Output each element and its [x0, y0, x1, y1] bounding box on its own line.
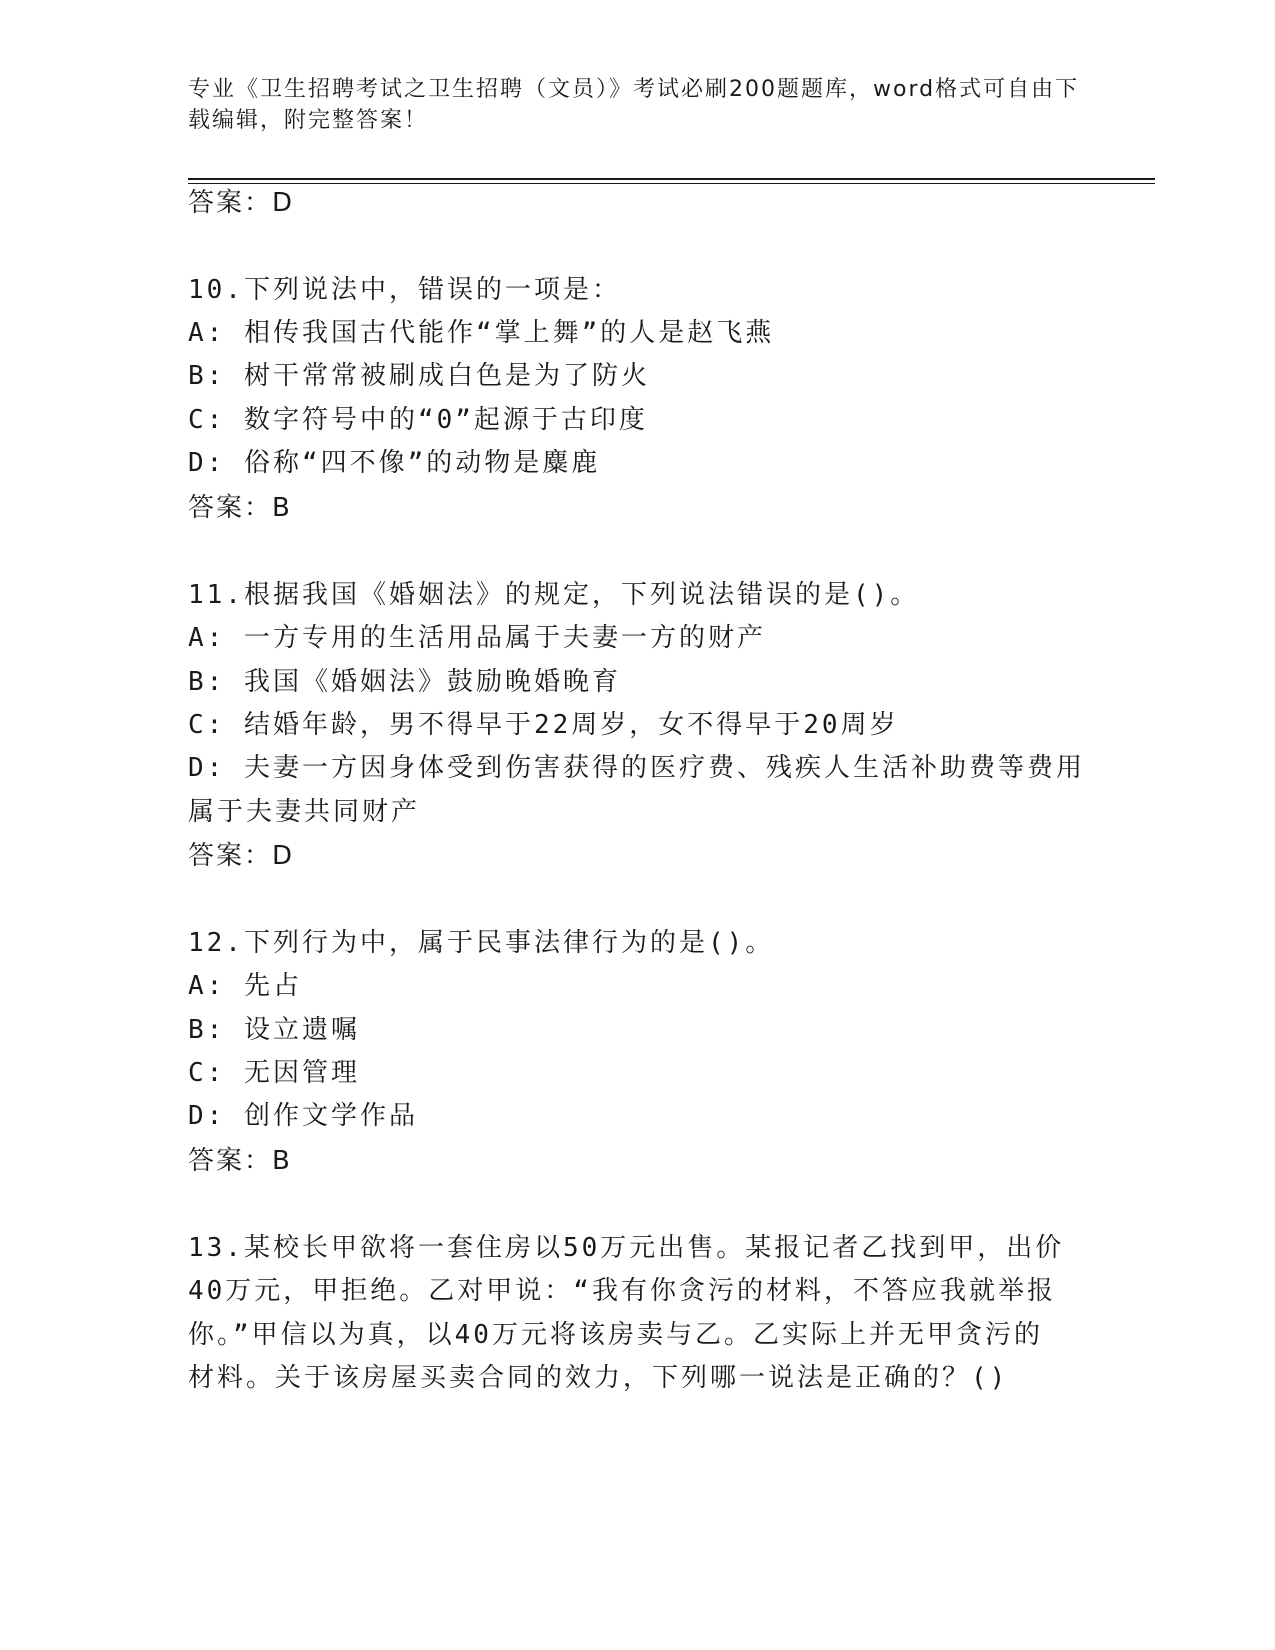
- question-11-stem: 11.根据我国《婚姻法》的规定，下列说法错误的是()。: [188, 580, 920, 610]
- question-11-option-d-cont: 属于夫妻共同财产: [188, 797, 421, 827]
- question-10-option-c: C: 数字符号中的“0”起源于古印度: [188, 405, 648, 435]
- header-divider-thick: [188, 178, 1155, 180]
- question-10-answer: 答案：B: [188, 493, 292, 523]
- question-10-option-d: D: 俗称“四不像”的动物是麋鹿: [188, 448, 601, 478]
- question-12-option-b: B: 设立遗嘱: [188, 1015, 360, 1045]
- question-11-option-b: B: 我国《婚姻法》鼓励晚婚晚育: [188, 667, 621, 697]
- question-12-option-a: A: 先占: [188, 971, 302, 1001]
- question-13-stem-line-4: 材料。关于该房屋买卖合同的效力，下列哪一说法是正确的？(): [188, 1363, 1009, 1393]
- question-13-stem-line-3: 你。”甲信以为真，以40万元将该房卖与乙。乙实际上并无甲贪污的: [188, 1320, 1043, 1350]
- question-11-option-a: A: 一方专用的生活用品属于夫妻一方的财产: [188, 623, 766, 653]
- question-13-stem-line-1: 13.某校长甲欲将一套住房以50万元出售。某报记者乙找到甲，出价: [188, 1233, 1065, 1263]
- question-10-option-b: B: 树干常常被刷成白色是为了防火: [188, 361, 650, 391]
- question-10-stem: 10.下列说法中，错误的一项是：: [188, 275, 621, 305]
- document-header-title: 专业《卫生招聘考试之卫生招聘（文员）》考试必刷200题题库，word格式可自由下载编辑，附完整答案！: [188, 77, 1080, 133]
- header-divider-thin: [188, 183, 1155, 184]
- question-12-answer: 答案：B: [188, 1146, 292, 1176]
- question-12-option-c: C: 无因管理: [188, 1058, 360, 1088]
- question-11-option-c: C: 结婚年龄，男不得早于22周岁，女不得早于20周岁: [188, 710, 899, 740]
- question-11-option-d: D: 夫妻一方因身体受到伤害获得的医疗费、残疾人生活补助费等费用: [188, 753, 1085, 783]
- question-12-stem: 12.下列行为中，属于民事法律行为的是()。: [188, 928, 775, 958]
- question-13-stem-line-2: 40万元，甲拒绝。乙对甲说：“我有你贪污的材料，不答应我就举报: [188, 1276, 1056, 1306]
- question-11-answer: 答案：D: [188, 841, 295, 871]
- question-10-option-a: A: 相传我国古代能作“掌上舞”的人是赵飞燕: [188, 318, 775, 348]
- answer-previous: 答案：D: [188, 188, 295, 218]
- question-12-option-d: D: 创作文学作品: [188, 1101, 418, 1131]
